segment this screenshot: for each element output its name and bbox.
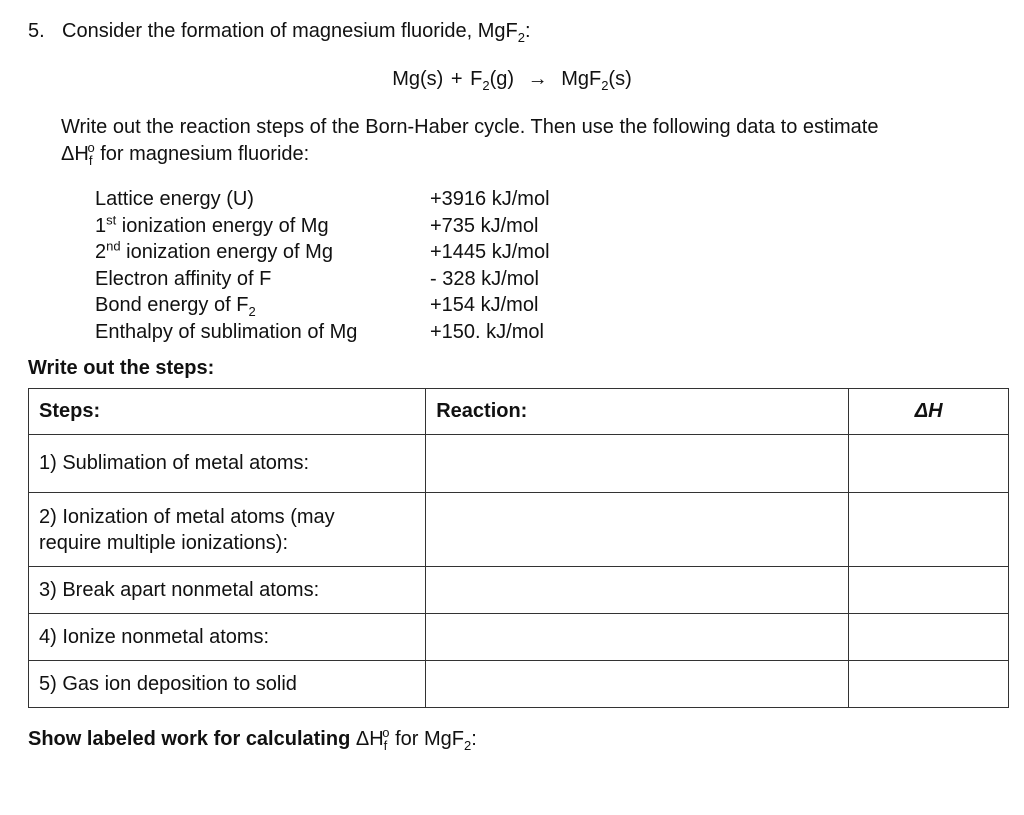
question-text: Consider the formation of magnesium fluoride, MgF: [62, 20, 518, 42]
data-value-ie1: +735 kJ/mol: [430, 214, 539, 237]
plus-sign: +: [450, 68, 463, 90]
table-row: [29, 614, 1009, 661]
delta-h-cell[interactable]: [849, 567, 1009, 614]
table-header-row: [29, 389, 1009, 435]
instructions: [61, 114, 1011, 168]
reaction-cell[interactable]: [426, 614, 849, 661]
reactant-mg: Mg(s): [392, 68, 444, 90]
steps-title: Write out the steps:: [28, 357, 215, 379]
delta-h-cell[interactable]: [849, 614, 1009, 661]
data-values: [430, 186, 550, 345]
data-value-ea: - 328 kJ/mol: [430, 267, 539, 290]
data-label-ea: Electron affinity of F: [95, 267, 272, 290]
reaction-cell[interactable]: [426, 661, 849, 708]
question-number: 5.: [28, 20, 45, 42]
data-labels: [95, 186, 357, 345]
data-label-lattice: Lattice energy (U): [95, 188, 254, 210]
show-work-rest: for MgF: [389, 728, 464, 750]
table-row: [29, 435, 1009, 493]
delta-h-cell[interactable]: [849, 493, 1009, 567]
steps-table: [28, 388, 1009, 708]
data-value-ie2: +1445 kJ/mol: [430, 241, 550, 263]
table-row: [29, 661, 1009, 708]
show-work-prompt: Show labeled work for calculating $\Delta H_f^o$ for MgF$_2$:: [28, 725, 477, 753]
product-mgf2: MgF$_2$(s): [561, 68, 632, 93]
data-label-ie1: 1st ionization energy of Mg: [95, 211, 329, 237]
reaction-cell[interactable]: [426, 567, 849, 614]
data-label-bond: Bond energy of $F_2$: [95, 294, 256, 319]
step-cell: 2) Ionization of metal atoms (may require multiple ionizations):: [29, 493, 426, 567]
table-row: [29, 493, 1009, 567]
reaction-cell[interactable]: [426, 435, 849, 493]
data-label-sublimation: Enthalpy of sublimation of Mg: [95, 320, 358, 343]
question-heading: [28, 20, 531, 43]
instructions-line1: Write out the reaction steps of the Born-Haber cycle. Then use the following data to estimate: [61, 116, 879, 138]
header-delta-h: ΔH: [849, 389, 1009, 435]
header-reaction: Reaction:: [426, 389, 849, 435]
question-colon: :: [525, 20, 531, 42]
show-work-bold: Show labeled work for calculating: [28, 728, 351, 750]
data-value-lattice: +3916 kJ/mol: [430, 188, 550, 210]
table-row: [29, 567, 1009, 614]
data-value-bond: +154 kJ/mol: [430, 294, 539, 316]
data-label-ie2: 2nd ionization energy of Mg: [95, 238, 333, 263]
header-steps: Steps:: [29, 389, 426, 435]
show-work-dh: $\Delta H_f^o$: [355, 725, 390, 753]
step-cell: 1) Sublimation of metal atoms:: [29, 435, 426, 493]
show-work-sub: 2: [463, 738, 472, 753]
step-cell: 4) Ionize nonmetal atoms:: [29, 614, 426, 661]
reaction-cell[interactable]: [426, 493, 849, 567]
step-cell: 5) Gas ion deposition to solid: [29, 661, 426, 708]
reactant-f2: $F_2(g)$: [470, 68, 515, 93]
delta-h-cell[interactable]: [849, 661, 1009, 708]
reaction-equation: [0, 68, 1024, 91]
data-value-sublimation: +150. kJ/mol: [430, 320, 544, 343]
question-subscript: 2: [517, 30, 525, 45]
step-cell: 3) Break apart nonmetal atoms:: [29, 567, 426, 614]
delta-h-cell[interactable]: [849, 435, 1009, 493]
reaction-arrow-icon: →: [527, 68, 548, 90]
instructions-line2: $\Delta H_f^o$ for magnesium fluoride:: [61, 140, 310, 168]
